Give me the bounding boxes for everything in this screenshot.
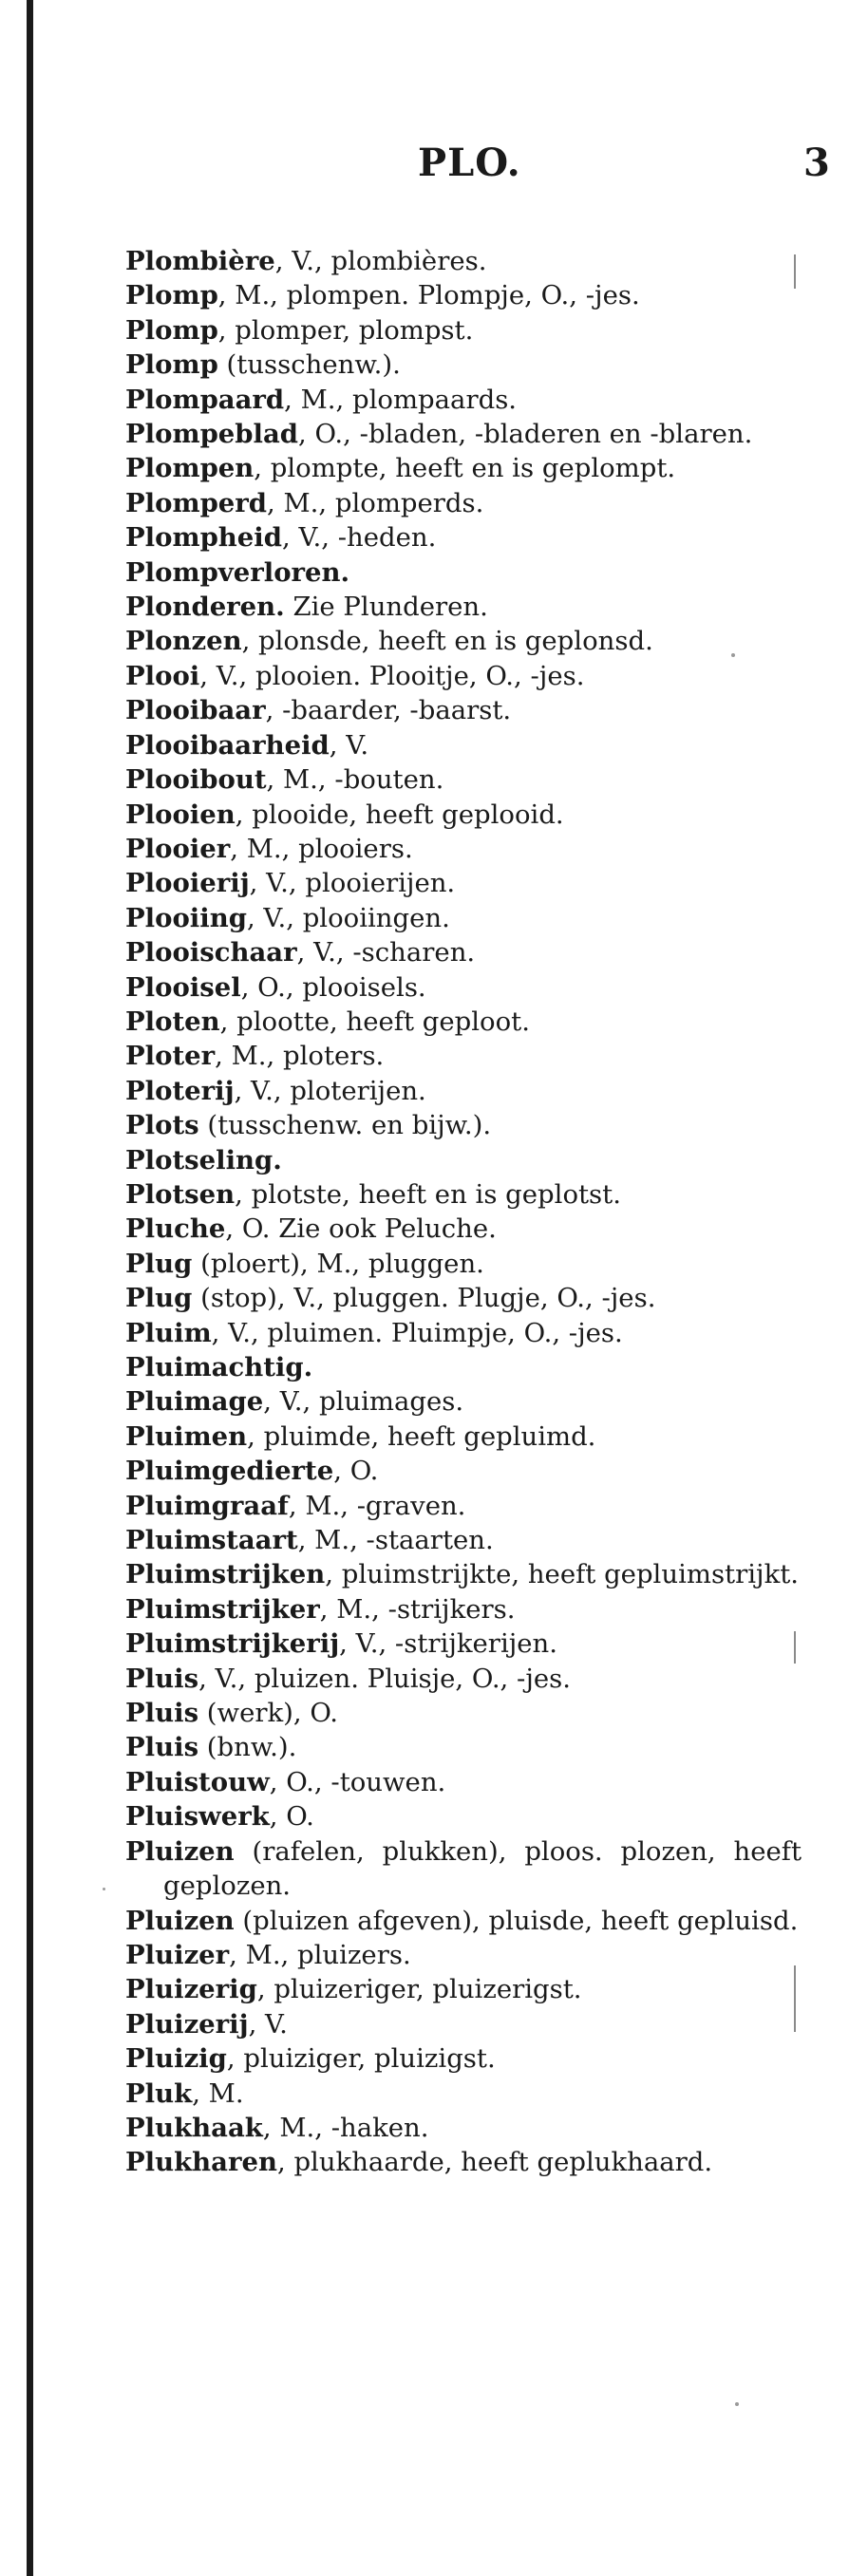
entry-headword: Plukharen xyxy=(125,2147,277,2178)
entry-headword: Pluis xyxy=(125,1663,199,1694)
dictionary-entry xyxy=(125,451,802,485)
entry-headword: Plukhaak xyxy=(125,2112,263,2143)
entry-headword: Plooisel xyxy=(125,971,241,1003)
entry-headword: Pluimstaart xyxy=(125,1525,298,1556)
dictionary-entry xyxy=(125,1662,802,1696)
entry-definition: , V. xyxy=(329,729,369,761)
entry-headword: Plomperd xyxy=(125,487,268,518)
dictionary-entry xyxy=(125,728,802,762)
entry-headword: Pluis xyxy=(125,1698,199,1729)
dictionary-entry xyxy=(125,1350,802,1384)
entry-definition: , pluimstrijkte, heeft gepluimstrijkt. xyxy=(325,1559,800,1590)
entry-headword: Plooibout xyxy=(125,764,267,796)
entry-definition: , M., plooiers. xyxy=(230,833,413,864)
entry-headword: Pluk xyxy=(125,2078,193,2109)
entry-definition: , O., -touwen. xyxy=(269,1766,446,1797)
entry-headword: Pluimen xyxy=(125,1420,248,1452)
entry-headword: Ploten xyxy=(125,1006,220,1037)
dictionary-entry xyxy=(125,1281,802,1315)
dictionary-entry xyxy=(125,1834,802,1904)
entry-definition: Zie Plunderen. xyxy=(284,592,488,623)
dictionary-entry xyxy=(125,970,802,1005)
dictionary-entry xyxy=(125,1799,802,1833)
entry-headword: Pluistouw xyxy=(125,1766,270,1797)
entry-headword: Plotsen xyxy=(125,1178,236,1210)
dictionary-entry xyxy=(125,555,802,590)
entry-definition: , M., plomperds. xyxy=(267,487,484,518)
entry-headword: Pluimgedierte xyxy=(125,1456,334,1487)
entry-definition: , O. Zie ook Peluche. xyxy=(225,1213,497,1245)
entry-definition: , M., -strijkers. xyxy=(319,1593,516,1625)
entry-headword: Ploterij xyxy=(125,1075,235,1106)
dictionary-entry xyxy=(125,2145,802,2179)
dictionary-entry xyxy=(125,383,802,417)
dictionary-entry xyxy=(125,1626,802,1661)
entry-definition: , plukhaarde, heeft geplukhaard. xyxy=(276,2147,713,2178)
dictionary-entry xyxy=(125,417,802,451)
entry-definition: , M. xyxy=(192,2078,244,2109)
entry-headword: Plonzen xyxy=(125,626,242,657)
entry-definition: , V., pluizen. Pluisje, O., -jes. xyxy=(198,1663,571,1694)
entry-headword: Plug xyxy=(125,1283,193,1314)
entry-headword: Plompeblad xyxy=(125,419,299,450)
dictionary-entry xyxy=(125,590,802,624)
entry-definition: , V. xyxy=(248,2008,288,2040)
entry-headword: Pluimage xyxy=(125,1386,264,1418)
dictionary-entry xyxy=(125,1557,802,1591)
entry-headword: Pluiswerk xyxy=(125,1801,270,1833)
entry-definition: , V., plooiingen. xyxy=(246,902,450,933)
entry-headword: Plotseling. xyxy=(125,1144,282,1175)
entry-definition: , -baarder, -baarst. xyxy=(265,695,512,726)
entry-headword: Plooibaar xyxy=(125,695,266,726)
entry-definition: , V., plooien. Plooitje, O., -jes. xyxy=(199,660,585,691)
entry-definition: (tusschenw.). xyxy=(217,349,401,381)
dictionary-entry xyxy=(125,659,802,693)
entry-headword: Plomp xyxy=(125,280,218,311)
entry-headword: Pluim xyxy=(125,1317,212,1348)
entry-headword: Plug xyxy=(125,1248,193,1279)
entry-headword: Plompaard xyxy=(125,384,285,415)
entry-definition: (ploert), M., pluggen. xyxy=(192,1248,484,1279)
entry-headword: Pluizerij xyxy=(125,2008,249,2040)
entry-headword: Pluimstrijken xyxy=(125,1559,326,1590)
dictionary-entry xyxy=(125,935,802,969)
dictionary-entry xyxy=(125,1489,802,1523)
entry-definition: , V., -strijkerijen. xyxy=(339,1628,557,1660)
entry-headword: Pluizer xyxy=(125,1939,230,1970)
dictionary-entry xyxy=(125,2007,802,2041)
entry-headword: Plombière xyxy=(125,246,275,276)
entry-definition: , V., pluimages. xyxy=(263,1386,464,1418)
entry-headword: Pluimachtig. xyxy=(125,1352,313,1382)
dictionary-entry xyxy=(125,1938,802,1972)
entry-definition: (pluizen afgeven), pluisde, heeft gepluisd. xyxy=(234,1905,799,1936)
dictionary-entry xyxy=(125,2077,802,2111)
entry-headword: Pluizerig xyxy=(125,1974,257,2005)
dictionary-entry xyxy=(125,1074,802,1108)
entry-definition: , O. xyxy=(269,1801,314,1833)
dictionary-entry xyxy=(125,1212,802,1246)
entry-definition: , M., -graven. xyxy=(288,1490,466,1521)
entry-definition: , pluizeriger, pluizerigst. xyxy=(256,1974,582,2005)
entry-definition: (stop), V., pluggen. Plugje, O., -jes. xyxy=(192,1283,656,1314)
entry-headword: Plomp xyxy=(125,314,218,346)
entry-definition: , M., ploters. xyxy=(215,1041,385,1072)
dictionary-entry xyxy=(125,1005,802,1039)
entry-headword: Pluizig xyxy=(125,2043,227,2075)
dictionary-entry xyxy=(125,866,802,900)
entry-headword: Plooiing xyxy=(125,902,247,933)
dictionary-entry xyxy=(125,1384,802,1419)
dictionary-entry xyxy=(125,1177,802,1212)
entry-headword: Plooier xyxy=(125,833,231,864)
entry-definition: , M., -bouten. xyxy=(266,764,444,796)
entry-definition: , V., ploterijen. xyxy=(234,1075,426,1106)
entry-headword: Plooi xyxy=(125,660,200,691)
entry-headword: Ploter xyxy=(125,1041,216,1072)
entry-definition: , pluiziger, pluizigst. xyxy=(226,2043,496,2075)
entry-definition: , pluimde, heeft gepluimd. xyxy=(247,1420,596,1452)
dictionary-entry xyxy=(125,832,802,866)
dictionary-entry xyxy=(125,1972,802,2006)
left-margin-rule xyxy=(27,0,33,2576)
entry-headword: Pluimstrijker xyxy=(125,1593,320,1625)
running-head: PLO. xyxy=(418,141,521,185)
entry-headword: Plooischaar xyxy=(125,937,297,968)
entry-definition: (bnw.). xyxy=(198,1732,297,1763)
dictionary-entry xyxy=(125,1143,802,1177)
dictionary-entry xyxy=(125,1904,802,1938)
page-header xyxy=(0,141,849,197)
entry-headword: Plots xyxy=(125,1110,199,1141)
entry-headword: Pluis xyxy=(125,1732,199,1763)
dictionary-entries xyxy=(125,244,802,2180)
dictionary-entry xyxy=(125,520,802,555)
entry-headword: Pluimstrijkerij xyxy=(125,1628,340,1660)
entry-definition: , O. xyxy=(333,1456,379,1487)
entry-headword: Plompen xyxy=(125,453,255,484)
entry-headword: Pluizen xyxy=(125,1905,235,1936)
entry-headword: Plompverloren. xyxy=(125,556,350,588)
dictionary-entry xyxy=(125,1316,802,1350)
entry-definition: , V., plombières. xyxy=(274,246,487,276)
dictionary-entry xyxy=(125,693,802,727)
dictionary-entry xyxy=(125,313,802,348)
entry-definition: , M., plompaards. xyxy=(284,384,518,415)
entry-headword: Plooien xyxy=(125,799,236,830)
dictionary-entry xyxy=(125,1039,802,1073)
entry-headword: Plomp xyxy=(125,349,218,381)
entry-headword: Plonderen. xyxy=(125,592,285,623)
entry-definition: , plonsde, heeft en is geplonsd. xyxy=(241,626,653,657)
entry-headword: Pluizen xyxy=(125,1835,235,1867)
entry-definition: , M., plompen. Plompje, O., -jes. xyxy=(217,280,640,311)
dictionary-entry xyxy=(125,486,802,520)
entry-definition: , plooide, heeft geplooid. xyxy=(235,799,564,830)
entry-definition: , V., pluimen. Pluimpje, O., -jes. xyxy=(211,1317,623,1348)
dictionary-entry xyxy=(125,2041,802,2076)
dictionary-entry xyxy=(125,1696,802,1730)
dictionary-entry xyxy=(125,1420,802,1454)
page-number: 3 xyxy=(803,141,830,185)
entry-definition: , M., -haken. xyxy=(262,2112,429,2143)
entry-definition: , O., plooisels. xyxy=(240,971,426,1003)
entry-headword: Plompheid xyxy=(125,522,282,554)
entry-definition: , O., -bladen, -bladeren en -blaren. xyxy=(298,419,753,450)
dictionary-entry xyxy=(125,1108,802,1142)
entry-headword: Pluimgraaf xyxy=(125,1490,289,1521)
entry-definition: , plomper, plompst. xyxy=(217,314,474,346)
dictionary-entry xyxy=(125,901,802,935)
dictionary-entry xyxy=(125,1765,802,1799)
entry-definition: , plompte, heeft en is geplompt. xyxy=(254,453,676,484)
paper-speck xyxy=(735,2402,739,2406)
dictionary-entry xyxy=(125,1730,802,1764)
dictionary-entry xyxy=(125,762,802,797)
entry-definition: , plootte, heeft geploot. xyxy=(219,1006,530,1037)
entry-definition: , V., plooierijen. xyxy=(249,868,456,899)
entry-definition: (rafelen, plukken), ploos. plozen, heeft geplozen. xyxy=(163,1835,802,1902)
entry-definition: , plotste, heeft en is geplotst. xyxy=(235,1178,621,1210)
dictionary-entry xyxy=(125,624,802,658)
dictionary-entry xyxy=(125,1523,802,1557)
entry-definition: , V., -heden. xyxy=(281,522,437,554)
dictionary-entry xyxy=(125,244,802,278)
entry-headword: Pluche xyxy=(125,1213,226,1245)
dictionary-entry xyxy=(125,1247,802,1281)
entry-headword: Plooierij xyxy=(125,868,250,899)
entry-definition: , M., -staarten. xyxy=(297,1525,494,1556)
dictionary-entry xyxy=(125,1454,802,1488)
dictionary-entry xyxy=(125,278,802,312)
entry-definition: (werk), O. xyxy=(198,1698,339,1729)
entry-headword: Plooibaarheid xyxy=(125,729,330,761)
entry-definition: , M., pluizers. xyxy=(229,1939,411,1970)
entry-definition: , V., -scharen. xyxy=(296,937,476,968)
dictionary-entry xyxy=(125,348,802,382)
dictionary-entry xyxy=(125,2111,802,2145)
dictionary-entry xyxy=(125,798,802,832)
dictionary-entry xyxy=(125,1592,802,1626)
entry-definition: (tusschenw. en bijw.). xyxy=(198,1110,492,1141)
paper-speck xyxy=(103,1888,105,1890)
